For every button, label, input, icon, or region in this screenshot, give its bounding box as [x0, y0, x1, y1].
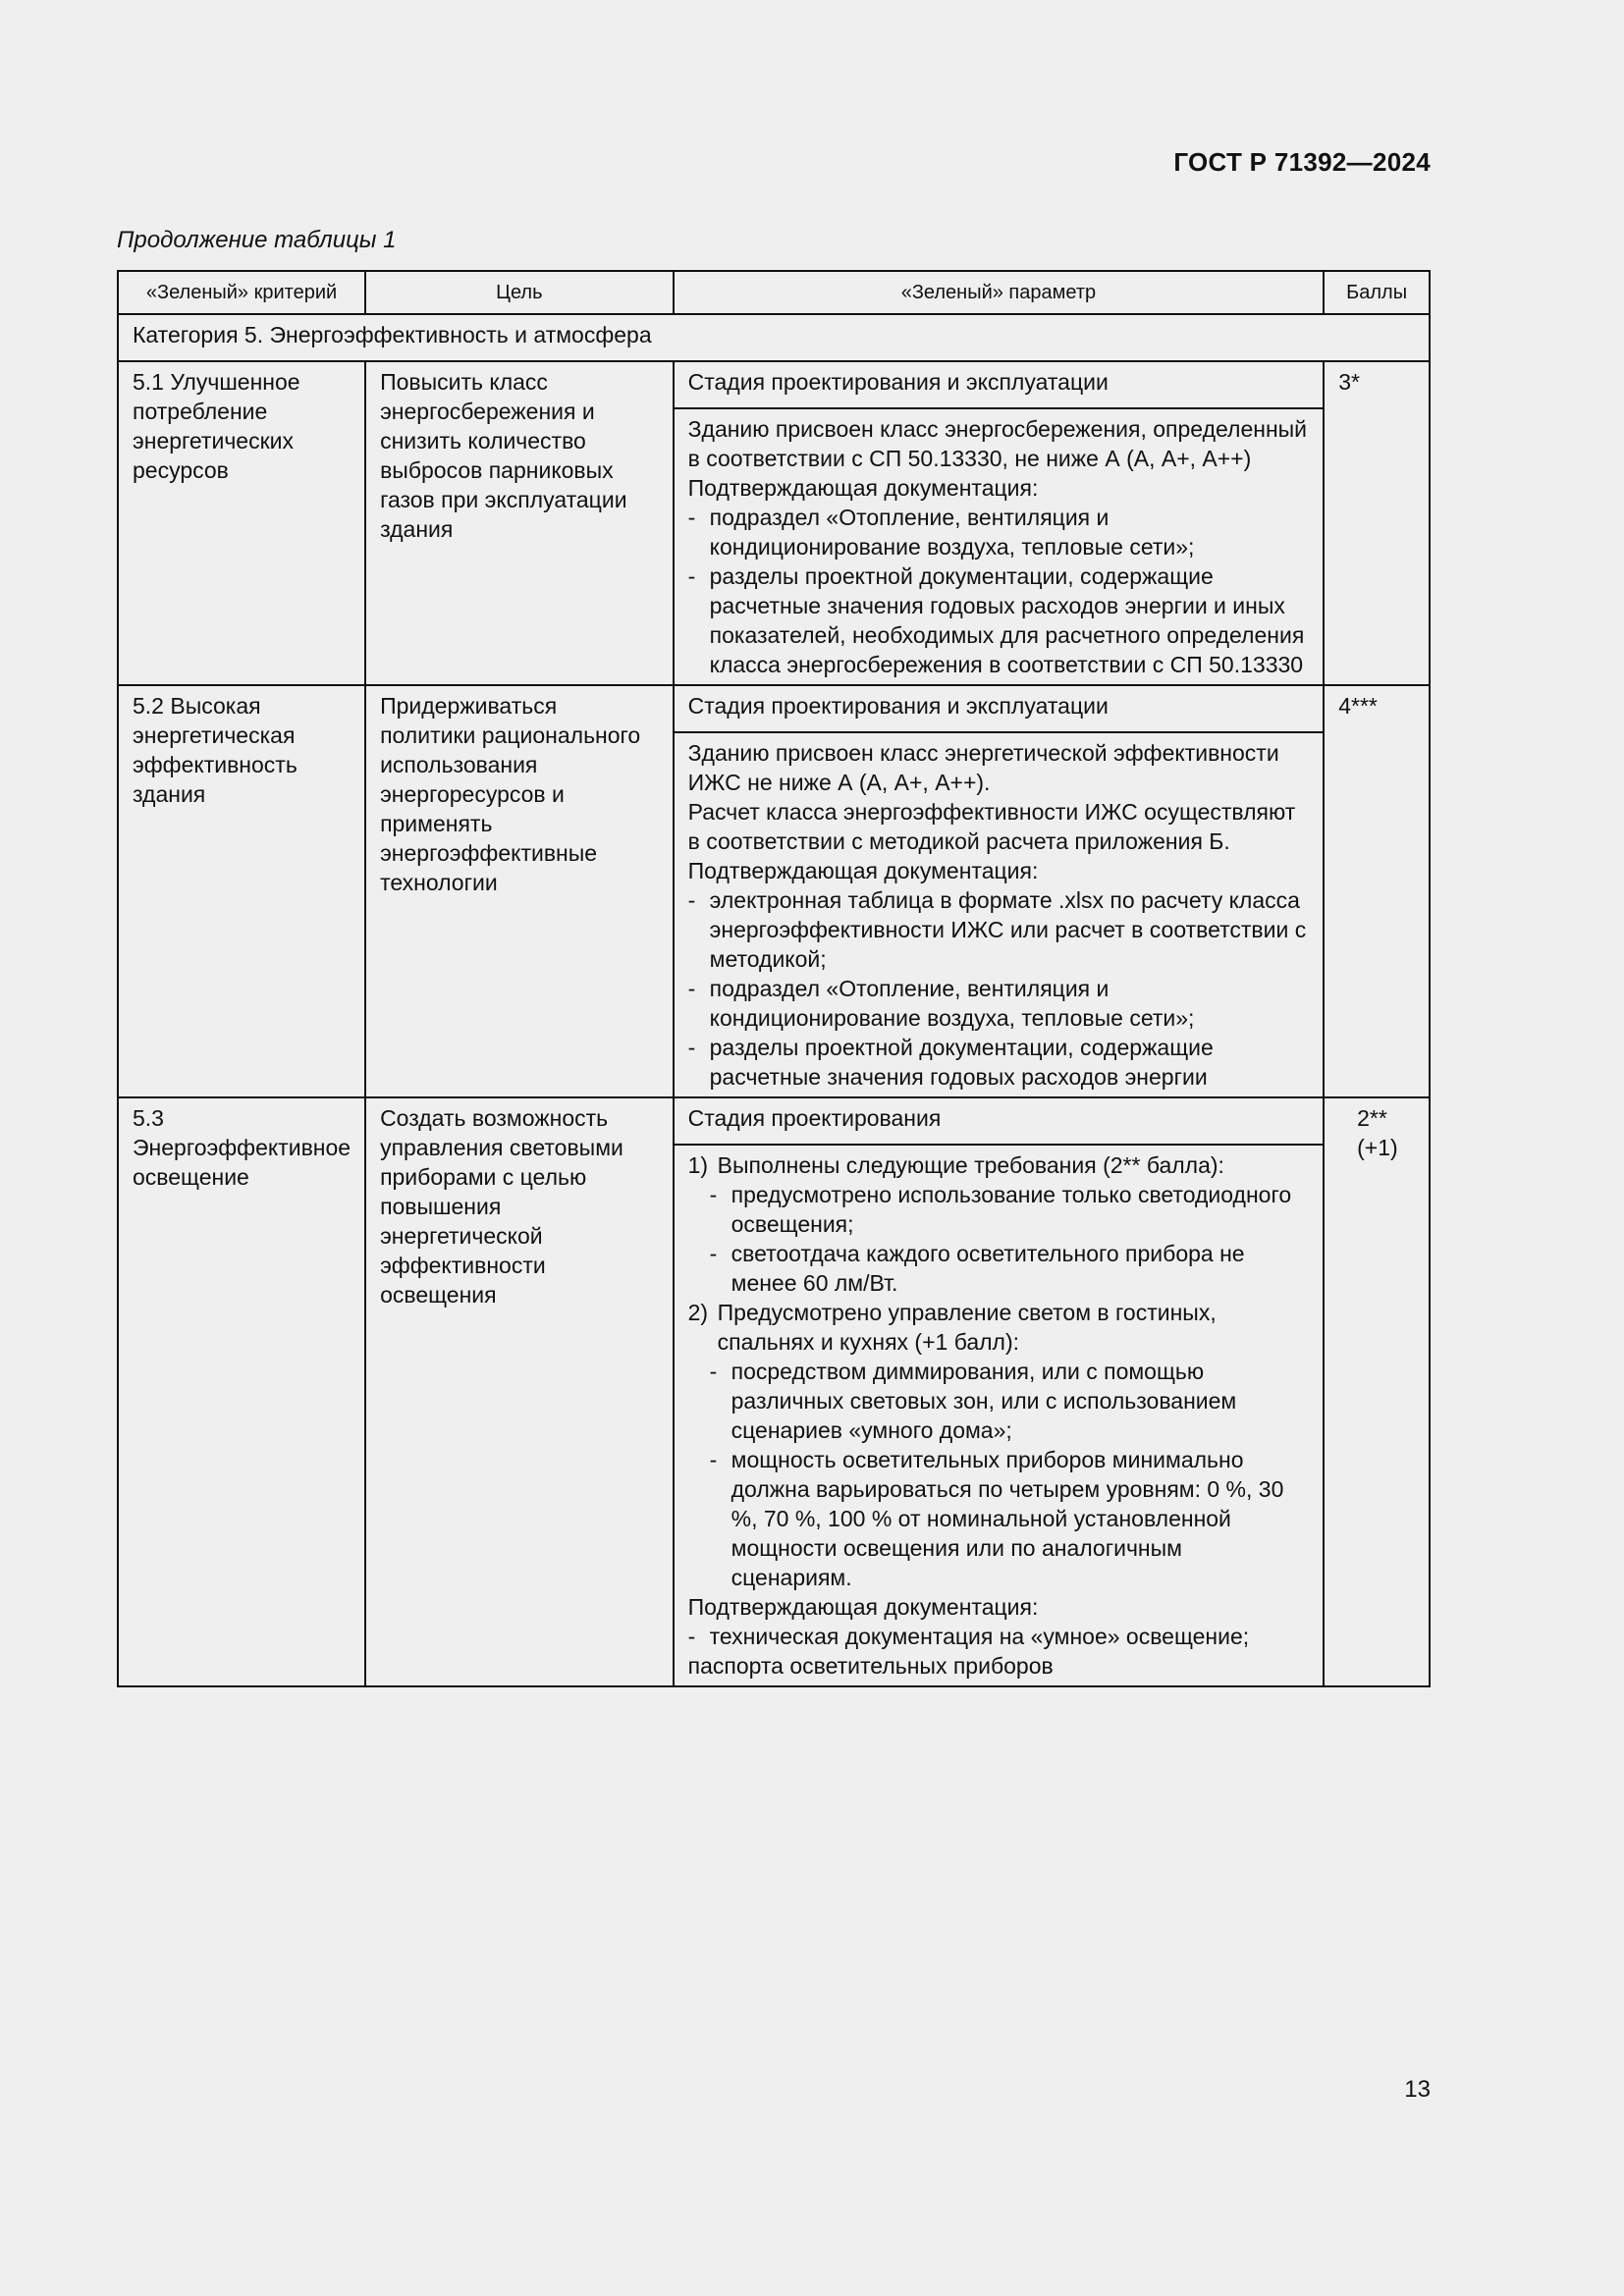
list-item: - мощность осветительных приборов минимально должна варьироваться по четырем уровням: 0 %, 30 %, 70 %, 100 % от номинальной установленной мощности освещения или по аналогичным сценариям. — [710, 1445, 1310, 1592]
category-row — [118, 314, 1430, 361]
list-item: - посредством диммирования, или с помощью различных световых зон, или с использованием сценариев «умного дома»; — [710, 1357, 1310, 1445]
stage-cell: Стадия проектирования — [674, 1097, 1325, 1145]
requirement-2-list — [688, 1357, 1310, 1592]
table-caption: Продолжение таблицы 1 — [117, 227, 397, 253]
list-item: - разделы проектной документации, содержащие расчетные значения годовых расходов энергии — [688, 1033, 1310, 1092]
goal-cell: Придерживаться политики рационального использования энергоресурсов и применять энергоэффективные технологии — [365, 685, 674, 1097]
requirement-2 — [688, 1298, 1310, 1357]
parameter-text: Расчет класса энергоэффективности ИЖС осуществляют в соответствии с методикой расчета приложения Б. — [687, 799, 1296, 854]
criteria-table — [117, 270, 1431, 1687]
score-cell: 4*** — [1324, 685, 1430, 1097]
column-header-goal: Цель — [365, 271, 674, 314]
list-item: - предусмотрено использование только светодиодного освещения; — [710, 1180, 1310, 1239]
stage-cell: Стадия проектирования и эксплуатации — [674, 361, 1325, 408]
docs-label: Подтверждающая документация: — [687, 475, 1039, 501]
goal-cell: Повысить класс энергосбережения и снизить количество выбросов парниковых газов при эксплуатации здания — [365, 361, 674, 685]
docs-list — [688, 503, 1310, 679]
score-value: 2** (+1) — [1357, 1105, 1398, 1160]
parameter-cell — [674, 1145, 1325, 1686]
requirement-number: 1) — [687, 1152, 709, 1178]
parameter-cell — [674, 408, 1325, 685]
table-header-row — [118, 271, 1430, 314]
docs-tail: паспорта осветительных приборов — [687, 1653, 1054, 1679]
table-row — [118, 361, 1430, 408]
table-row — [118, 685, 1430, 732]
list-item: - подраздел «Отопление, вентиляция и кондиционирование воздуха, тепловые сети»; — [688, 974, 1310, 1033]
parameter-text: Зданию присвоен класс энергетической эффективности ИЖС не ниже А (А, А+, А++). — [687, 740, 1279, 795]
docs-label: Подтверждающая документация: — [687, 1594, 1039, 1620]
score-cell: 3* — [1324, 361, 1430, 685]
requirement-text: Выполнены следующие требования (2** балла): — [717, 1152, 1224, 1178]
requirement-1-list — [688, 1180, 1310, 1298]
list-item: - разделы проектной документации, содержащие расчетные значения годовых расходов энергии и иных показателей, необходимых для расчетного определения класса энергосбережения в соответствии с СП 50.13330 — [688, 561, 1310, 679]
column-header-score: Баллы — [1324, 271, 1430, 314]
list-item: - светоотдача каждого осветительного прибора не менее 60 лм/Вт. — [710, 1239, 1310, 1298]
goal-cell: Создать возможность управления световыми приборами с целью повышения энергетической эффективности освещения — [365, 1097, 674, 1686]
parameter-text: Зданию присвоен класс энергосбережения, определенный в соответствии с СП 50.13330, не ниже А (А, А+, А++) — [687, 416, 1308, 471]
requirement-text: Предусмотрено управление светом в гостиных, спальнях и кухнях (+1 балл): — [717, 1300, 1217, 1355]
category-title: Категория 5. Энергоэффективность и атмосфера — [118, 314, 1430, 361]
requirement-1 — [688, 1150, 1310, 1180]
column-header-criterion: «Зеленый» критерий — [118, 271, 365, 314]
stage-cell: Стадия проектирования и эксплуатации — [674, 685, 1325, 732]
docs-list — [688, 885, 1310, 1092]
document-code: ГОСТ Р 71392—2024 — [1173, 147, 1431, 177]
column-header-parameter: «Зеленый» параметр — [674, 271, 1325, 314]
list-item: - электронная таблица в формате .xlsx по расчету класса энергоэффективности ИЖС или расчет в соответствии с методикой; — [688, 885, 1310, 974]
criterion-cell: 5.2 Высокая энергетическая эффективность здания — [118, 685, 365, 1097]
page-number: 13 — [1404, 2076, 1431, 2103]
criterion-cell: 5.1 Улучшенное потребление энергетических ресурсов — [118, 361, 365, 685]
criterion-cell: 5.3 Энергоэффективное освещение — [118, 1097, 365, 1686]
list-item: - подраздел «Отопление, вентиляция и кондиционирование воздуха, тепловые сети»; — [688, 503, 1310, 561]
requirement-number: 2) — [687, 1300, 709, 1325]
score-cell — [1324, 1097, 1430, 1686]
parameter-cell — [674, 732, 1325, 1097]
list-item: - техническая документация на «умное» освещение; — [688, 1622, 1310, 1651]
table-row — [118, 1097, 1430, 1145]
docs-label: Подтверждающая документация: — [687, 858, 1039, 883]
docs-list — [688, 1622, 1310, 1651]
